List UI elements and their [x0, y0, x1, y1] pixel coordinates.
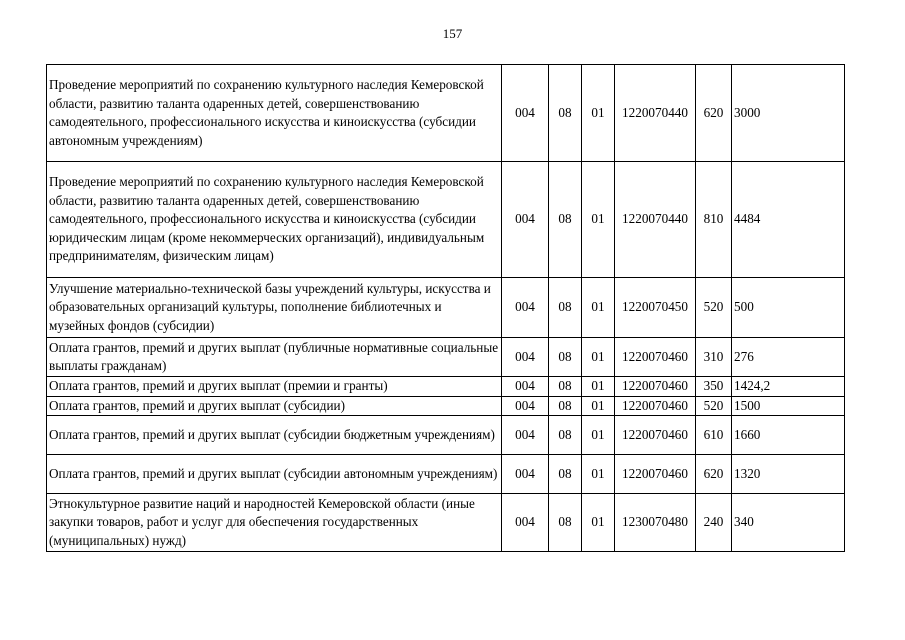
expense-type-code: 610 — [696, 416, 732, 455]
section-code: 08 — [549, 494, 582, 552]
target-article-code: 1220070440 — [615, 162, 696, 278]
subsection-code: 01 — [582, 455, 615, 494]
amount: 276 — [732, 338, 845, 377]
section-code: 08 — [549, 162, 582, 278]
target-article-code: 1220070460 — [615, 338, 696, 377]
expense-type-code: 810 — [696, 162, 732, 278]
ministry-code: 004 — [502, 65, 549, 162]
row-description: Проведение мероприятий по сохранению культурного наследия Кемеровской области, развитию таланта одаренных детей, совершенствованию самодеятельного, профессионального искусства и киноискусства (субсидии автономным учреждениям) — [47, 65, 502, 162]
section-code: 08 — [549, 338, 582, 377]
ministry-code: 004 — [502, 494, 549, 552]
ministry-code: 004 — [502, 278, 549, 338]
amount: 1660 — [732, 416, 845, 455]
ministry-code: 004 — [502, 455, 549, 494]
target-article-code: 1230070480 — [615, 494, 696, 552]
row-description: Оплата грантов, премий и других выплат (публичные нормативные социальные выплаты гражданам) — [47, 338, 502, 377]
ministry-code: 004 — [502, 377, 549, 397]
amount: 4484 — [732, 162, 845, 278]
row-description: Оплата грантов, премий и других выплат (субсидии автономным учреждениям) — [47, 455, 502, 494]
table-row — [47, 377, 845, 397]
subsection-code: 01 — [582, 278, 615, 338]
subsection-code: 01 — [582, 416, 615, 455]
page-number: 157 — [442, 26, 463, 41]
subsection-code: 01 — [582, 377, 615, 397]
ministry-code: 004 — [502, 162, 549, 278]
subsection-code: 01 — [582, 65, 615, 162]
expense-type-code: 240 — [696, 494, 732, 552]
expense-type-code: 520 — [696, 396, 732, 416]
expense-type-code: 520 — [696, 278, 732, 338]
table-row — [47, 416, 845, 455]
subsection-code: 01 — [582, 162, 615, 278]
amount: 340 — [732, 494, 845, 552]
target-article-code: 1220070440 — [615, 65, 696, 162]
expense-type-code: 350 — [696, 377, 732, 397]
table-row — [47, 396, 845, 416]
target-article-code: 1220070460 — [615, 455, 696, 494]
table-row — [47, 455, 845, 494]
section-code: 08 — [549, 377, 582, 397]
subsection-code: 01 — [582, 396, 615, 416]
section-code: 08 — [549, 65, 582, 162]
row-description: Проведение мероприятий по сохранению культурного наследия Кемеровской области, развитию таланта одаренных детей, совершенствованию самодеятельного, профессионального искусства и киноискусства (субсидии юридическим лицам (кроме некоммерческих организаций), индивидуальным предпринимателям, физическим лицам) — [47, 162, 502, 278]
row-description: Улучшение материально-технической базы учреждений культуры, искусства и образовательных организаций культуры, пополнение библиотечных и музейных фондов (субсидии) — [47, 278, 502, 338]
table-row — [47, 338, 845, 377]
expense-type-code: 620 — [696, 455, 732, 494]
target-article-code: 1220070460 — [615, 416, 696, 455]
target-article-code: 1220070460 — [615, 377, 696, 397]
table-row — [47, 494, 845, 552]
section-code: 08 — [549, 396, 582, 416]
table-row — [47, 162, 845, 278]
amount: 1500 — [732, 396, 845, 416]
table-row — [47, 278, 845, 338]
section-code: 08 — [549, 455, 582, 494]
row-description: Этнокультурное развитие наций и народностей Кемеровской области (иные закупки товаров, работ и услуг для обеспечения государственных (муниципальных) нужд) — [47, 494, 502, 552]
ministry-code: 004 — [502, 338, 549, 377]
ministry-code: 004 — [502, 396, 549, 416]
amount: 3000 — [732, 65, 845, 162]
amount: 500 — [732, 278, 845, 338]
table-row — [47, 65, 845, 162]
budget-table — [46, 64, 845, 552]
ministry-code: 004 — [502, 416, 549, 455]
target-article-code: 1220070450 — [615, 278, 696, 338]
expense-type-code: 310 — [696, 338, 732, 377]
subsection-code: 01 — [582, 494, 615, 552]
expense-type-code: 620 — [696, 65, 732, 162]
section-code: 08 — [549, 278, 582, 338]
row-description: Оплата грантов, премий и других выплат (премии и гранты) — [47, 377, 502, 397]
section-code: 08 — [549, 416, 582, 455]
row-description: Оплата грантов, премий и других выплат (субсидии) — [47, 396, 502, 416]
subsection-code: 01 — [582, 338, 615, 377]
row-description: Оплата грантов, премий и других выплат (субсидии бюджетным учреждениям) — [47, 416, 502, 455]
amount: 1320 — [732, 455, 845, 494]
amount: 1424,2 — [732, 377, 845, 397]
target-article-code: 1220070460 — [615, 396, 696, 416]
